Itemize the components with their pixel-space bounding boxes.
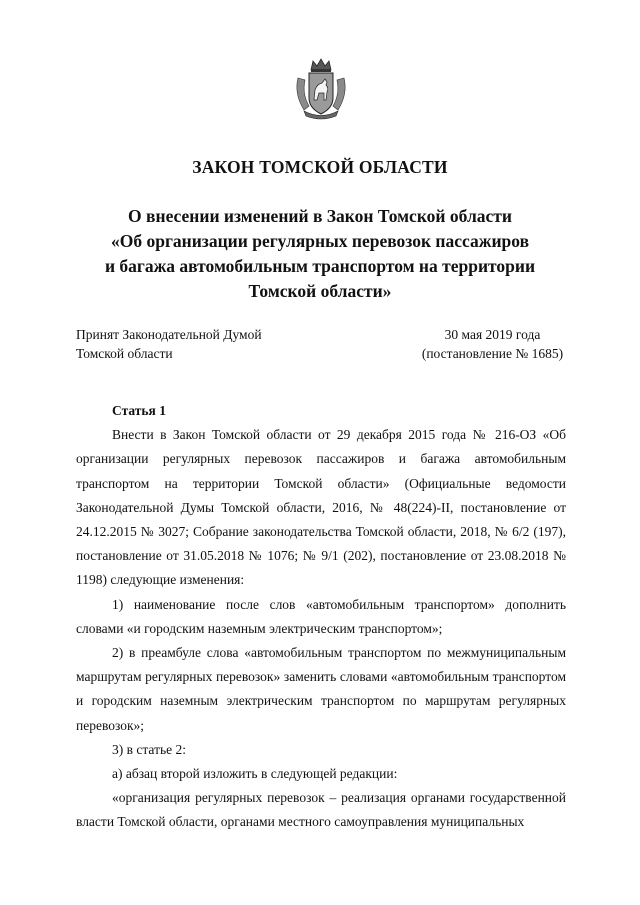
article-paragraph: 3) в статье 2: bbox=[112, 741, 186, 757]
subtitle-line: и багажа автомобильным транспортом на территории bbox=[104, 256, 536, 276]
article-paragraph: а) абзац второй изложить в следующей редакции: bbox=[112, 766, 398, 782]
adopting-body-line: Томской области bbox=[76, 346, 173, 361]
subtitle-line: Томской области» bbox=[248, 281, 392, 301]
coat-of-arms-icon bbox=[292, 56, 350, 120]
subtitle-line: О внесении изменений в Закон Томской области bbox=[128, 206, 512, 226]
adopting-body bbox=[76, 325, 262, 363]
article-paragraph: Внести в Закон Томской области от 29 декабря 2015 года № 216-ОЗ «Об организации регулярных перевозок пассажиров и багажа автомобильным транспортом на территории Томской области» (Официальные ведомости Законодательной Думы Томской области, 2016, № 48(224)-II, постановление от 24.12.2015 № 3027; Собрание законодательства Томской области, 2018, № 6/2 (197), постановление от 31.05.2018 № 1076; № 9/1 (202), постановление от 23.08.2018 № 1198) следующие изменения: bbox=[76, 427, 566, 588]
document-title: ЗАКОН ТОМСКОЙ ОБЛАСТИ bbox=[192, 157, 448, 177]
adopting-body-line: Принят Законодательной Думой bbox=[76, 327, 262, 342]
article-body bbox=[76, 399, 566, 835]
article-paragraph: 1) наименование после слов «автомобильным транспортом» дополнить словами «и городским наземным электрическим транспортом»; bbox=[76, 596, 566, 636]
subtitle-line: «Об организации регулярных перевозок пассажиров bbox=[110, 231, 530, 251]
resolution-number: (постановление № 1685) bbox=[421, 346, 564, 361]
article-paragraph: 2) в преамбуле слова «автомобильным транспортом по межмуниципальным маршрутам регулярных перевозок» заменить словами «автомобильным транспортом и городским наземным электрическим транспортом по маршрутам регулярных перевозок»; bbox=[76, 645, 566, 733]
article-heading: Статья 1 bbox=[112, 403, 166, 418]
adoption-date: 30 мая 2019 года bbox=[444, 327, 541, 342]
adoption-date-block bbox=[420, 325, 565, 363]
document-subtitle bbox=[70, 204, 570, 304]
article-paragraph: «организация регулярных перевозок – реализация органами государственной власти Томской области, органами местного самоуправления муниципальных bbox=[76, 790, 566, 830]
